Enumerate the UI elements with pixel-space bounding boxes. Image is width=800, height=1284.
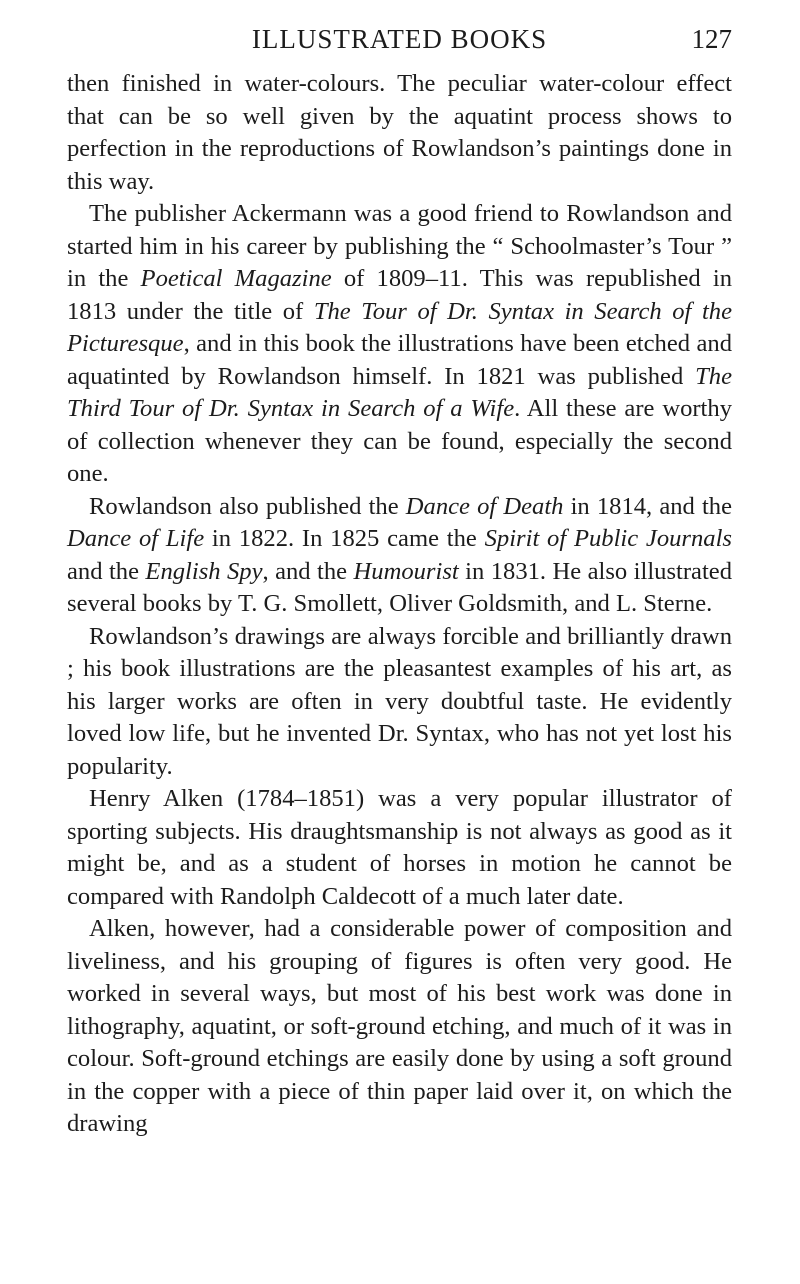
paragraph (67, 783, 732, 913)
body-text (67, 68, 732, 1141)
italic-title: Humourist (353, 557, 459, 585)
italic-title: Dance of Life (67, 525, 205, 552)
paragraph (67, 621, 732, 784)
paragraph (67, 68, 732, 198)
italic-title: English Spy (145, 557, 263, 585)
text-run: , and in this book the illustrations have been etched and aquatinted by Rowlandson himself. In 1821 was published (67, 330, 732, 390)
text-run: Alken, however, had a considerable power of composition and liveliness, and his grouping of figures is often very good. He worked in several ways, but most of his best work was done in lithography, aquatint, or soft-ground etching, and much of it was in colour. Soft-ground etchings are easily done by using a soft ground in the copper with a piece of thin paper laid over it, on which the drawing (67, 915, 732, 1137)
page-number: 127 (691, 24, 732, 54)
running-head (67, 20, 732, 60)
italic-title: The Tour of Dr. Syntax in Search of the Picturesque (67, 297, 732, 357)
text-run: then finished in water-colours. The peculiar water-colour effect that can be so well given by the aquatint process shows to perfection in the reproductions of Rowlandson’s paintings done in this way. (67, 70, 732, 195)
paragraph (67, 198, 732, 491)
text-run: in 1831. He also illustrated several books by T. G. Smollett, Oliver Goldsmith, and L. Sterne. (67, 557, 733, 617)
text-run: in 1814, and the (563, 492, 732, 520)
text-run: Rowlandson also published the (89, 492, 406, 520)
book-page (67, 20, 732, 1141)
text-run: of 1809–11. This was republished in 1813 under the title of (67, 265, 732, 325)
paragraph (67, 913, 732, 1141)
text-run: The publisher Ackermann was a good friend to Rowlandson and started him in his career by publishing the “ Schoolmaster’s Tour ” in the (67, 200, 732, 292)
text-run: Rowlandson’s drawings are always forcible and brilliantly drawn ; his book illustrations are the pleasantest examples of his art, as his larger works are often in very doubtful taste. He evidently loved low life, but he invented Dr. Syntax, who has not yet lost his popularity. (67, 622, 732, 780)
running-title: ILLUSTRATED BOOKS (251, 24, 548, 54)
italic-title: The Third Tour of Dr. Syntax in Search of a Wife (67, 362, 732, 422)
text-run: , and the (262, 557, 354, 585)
italic-title: Dance of Death (405, 492, 564, 520)
text-run: Henry Alken (1784–1851) was a very popular illustrator of sporting subjects. His draughtsmanship is not always as good as it might be, and as a student of horses in motion he cannot be compared with Randolph Caldecott of a much later date. (67, 785, 732, 910)
italic-title: Spirit of Public Journals (484, 525, 732, 552)
italic-title: Poetical Magazine (140, 265, 332, 292)
text-run: in 1822. In 1825 came the (204, 525, 485, 552)
paragraph (67, 491, 732, 621)
text-run: and the (67, 557, 146, 585)
text-run: . All these are worthy of collection whenever they can be found, especially the second one. (67, 395, 732, 487)
